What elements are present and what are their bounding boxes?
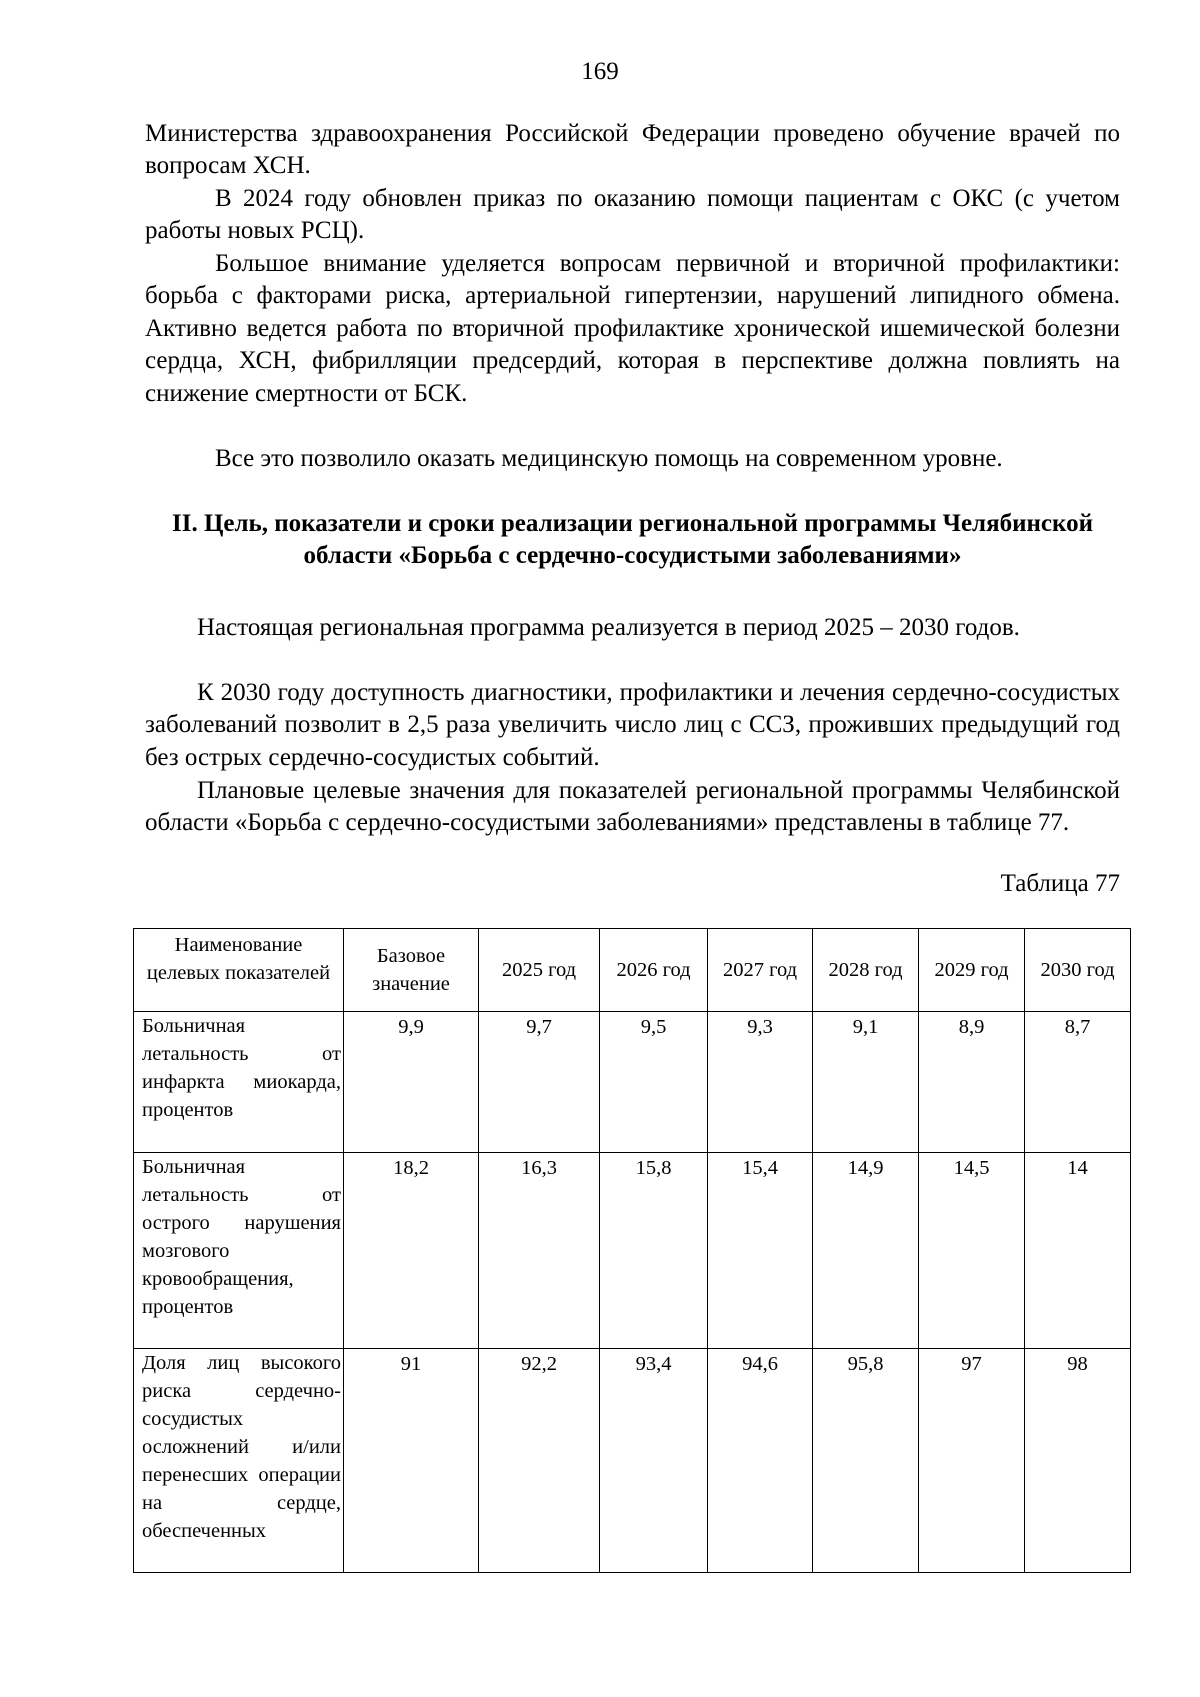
- value-cell: 97: [919, 1349, 1025, 1573]
- paragraph-prevention: Большое внимание уделяется вопросам первичной и вторичной профилактики: борьба с факторами риска, артериальной гипертензии, нарушений липидного обмена. Активно ведется работа по вторичной профилактике хронической ишемической болезни сердца, ХСН, фибрилляции предсердий, которая в перспективе должна повлиять на снижение смертности от БСК.: [145, 250, 1120, 407]
- paragraph-ministry-training: Министерства здравоохранения Российской Федерации проведено обучение врачей по вопросам ХСН.: [145, 120, 1120, 180]
- value-cell: 16,3: [479, 1153, 600, 1349]
- value-cell: 8,7: [1025, 1012, 1131, 1153]
- section-heading: II. Цель, показатели и сроки реализации региональной программы Челябинской области «Борьба с сердечно-сосудистыми заболеваниями»: [172, 510, 1093, 569]
- value-cell: 94,6: [708, 1349, 813, 1573]
- value-cell: 18,2: [344, 1153, 479, 1349]
- value-cell: 14,9: [813, 1153, 919, 1349]
- value-cell: 8,9: [919, 1012, 1025, 1153]
- value-cell: 92,2: [479, 1349, 600, 1573]
- targets-table: [133, 928, 1131, 1573]
- table-header-row: [134, 929, 1131, 1012]
- header-year-2027: 2027 год: [708, 929, 813, 1012]
- value-cell: 9,9: [344, 1012, 479, 1153]
- header-year-2026: 2026 год: [600, 929, 708, 1012]
- value-cell: 98: [1025, 1349, 1131, 1573]
- table-row: [134, 1153, 1131, 1349]
- header-base-value: Базовое значение: [344, 929, 479, 1012]
- value-cell: 14,5: [919, 1153, 1025, 1349]
- table-row: [134, 1012, 1131, 1153]
- value-cell: 15,8: [600, 1153, 708, 1349]
- paragraph-modern-level: Все это позволило оказать медицинскую помощь на современном уровне.: [215, 445, 1003, 472]
- header-indicator-name: Наименование целевых показателей: [134, 929, 344, 1012]
- paragraph-program-period: Настоящая региональная программа реализуется в период 2025 – 2030 годов.: [197, 614, 1020, 641]
- indicator-name: Больничная летальность от инфаркта миокарда, процентов: [134, 1012, 344, 1153]
- value-cell: 9,7: [479, 1012, 600, 1153]
- table-caption: Таблица 77: [1000, 870, 1120, 897]
- value-cell: 14: [1025, 1153, 1131, 1349]
- value-cell: 15,4: [708, 1153, 813, 1349]
- header-year-2030: 2030 год: [1025, 929, 1131, 1012]
- header-year-2025: 2025 год: [479, 929, 600, 1012]
- indicator-name: Доля лиц высокого риска сердечно-сосудистых осложнений и/или перенесших операции на сердце, обеспеченных: [134, 1349, 344, 1573]
- value-cell: 9,3: [708, 1012, 813, 1153]
- value-cell: 91: [344, 1349, 479, 1573]
- paragraph-2030-goal: К 2030 году доступность диагностики, профилактики и лечения сердечно-сосудистых заболеваний позволит в 2,5 раза увеличить число лиц с ССЗ, проживших предыдущий год без острых сердечно-сосудистых событий.: [145, 679, 1120, 771]
- paragraph-target-values: Плановые целевые значения для показателей региональной программы Челябинской области «Борьба с сердечно-сосудистыми заболеваниями» представлены в таблице 77.: [145, 777, 1120, 837]
- page-number: 169: [581, 58, 619, 85]
- value-cell: 9,1: [813, 1012, 919, 1153]
- header-year-2028: 2028 год: [813, 929, 919, 1012]
- value-cell: 9,5: [600, 1012, 708, 1153]
- value-cell: 93,4: [600, 1349, 708, 1573]
- indicator-name: Больничная летальность от острого нарушения мозгового кровообращения, процентов: [134, 1153, 344, 1349]
- table-row: [134, 1349, 1131, 1573]
- paragraph-oks-order: В 2024 году обновлен приказ по оказанию помощи пациентам с ОКС (с учетом работы новых РСЦ).: [145, 185, 1120, 245]
- value-cell: 95,8: [813, 1349, 919, 1573]
- header-year-2029: 2029 год: [919, 929, 1025, 1012]
